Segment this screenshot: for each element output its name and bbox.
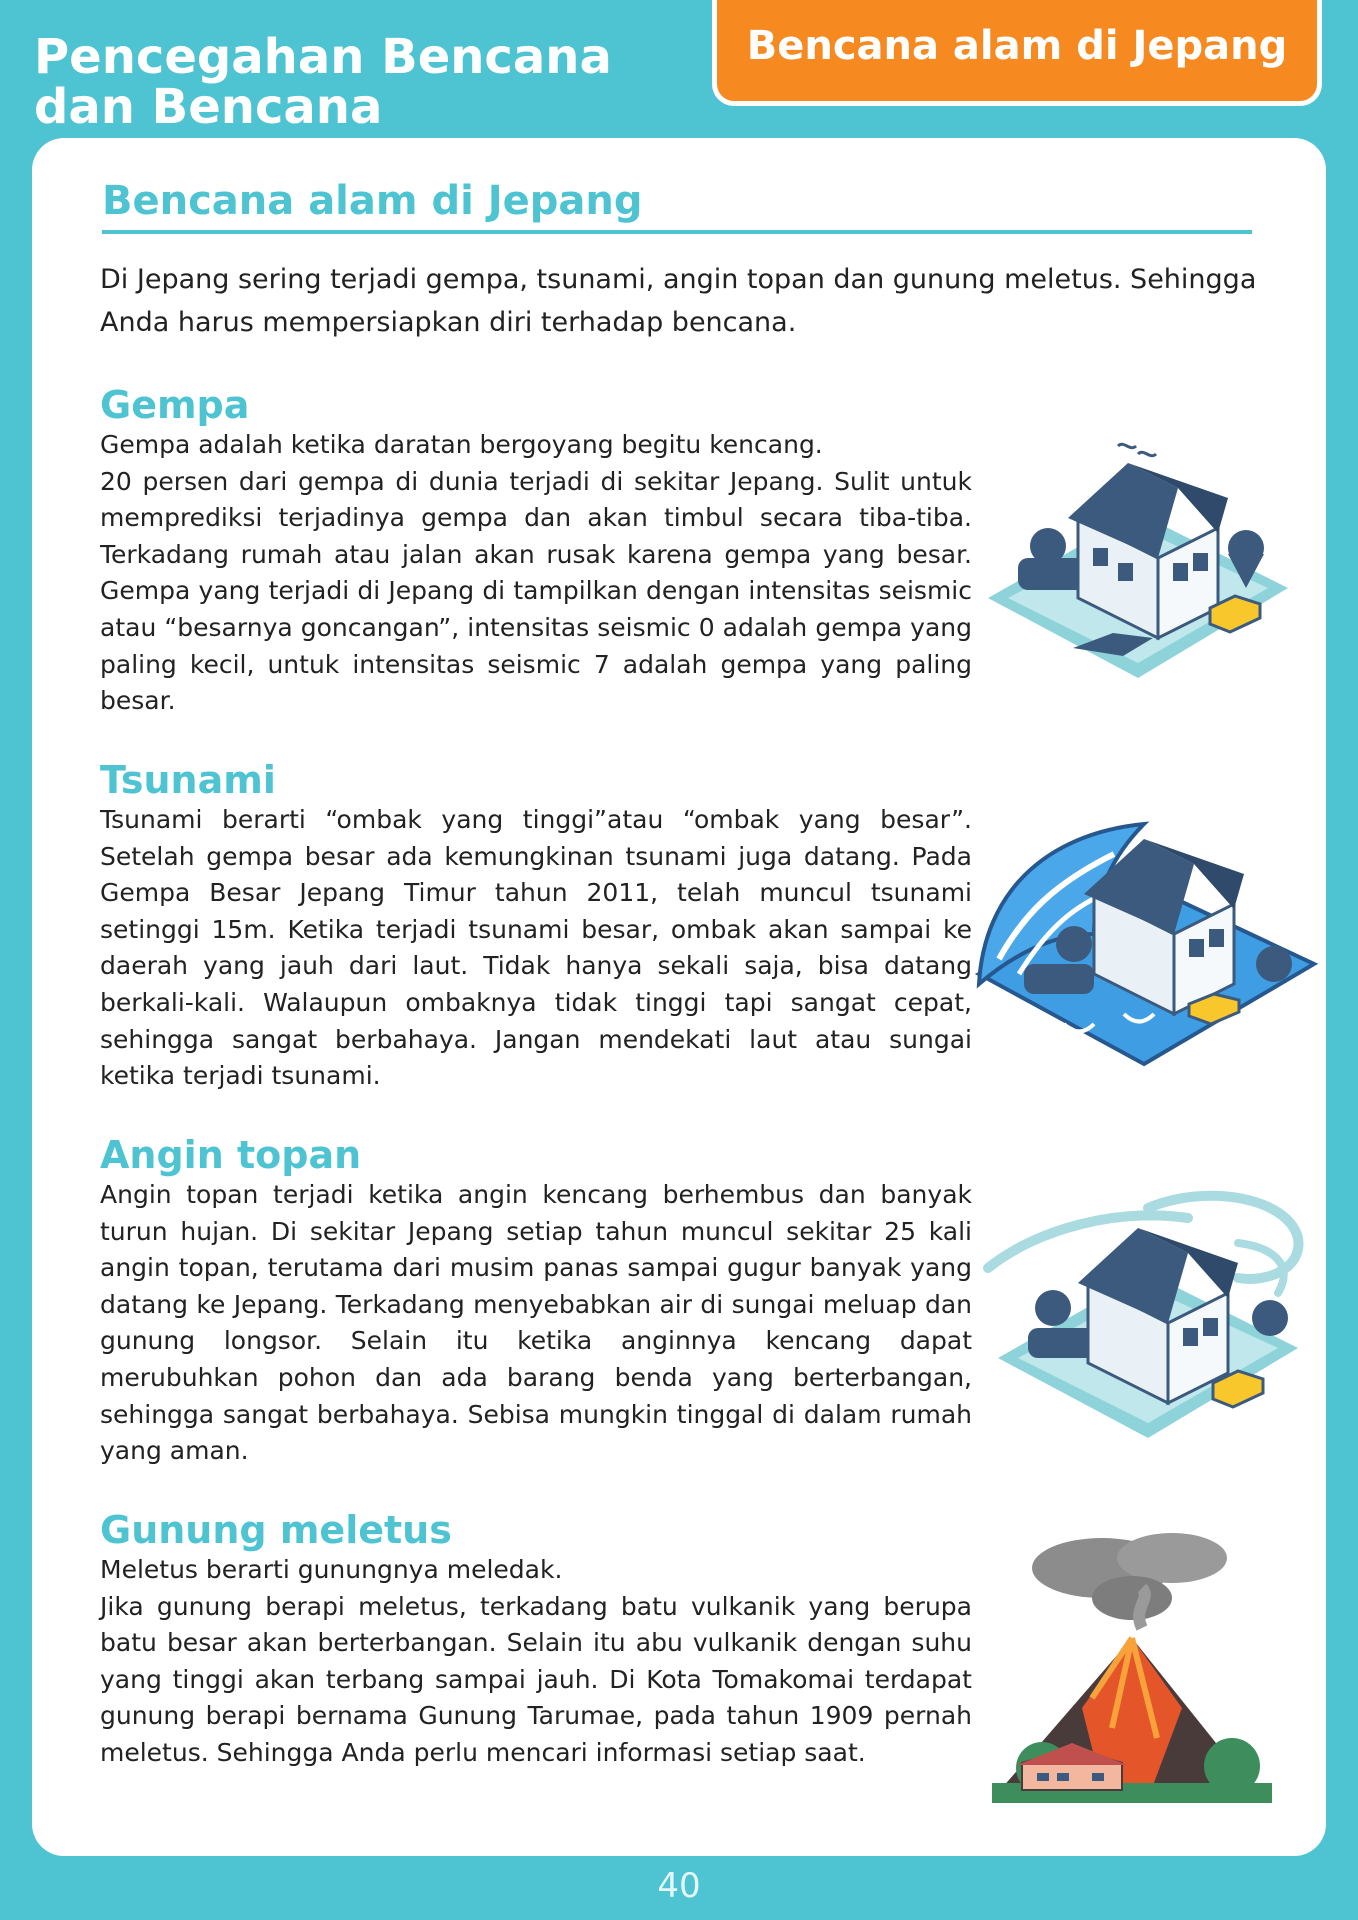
body-line: Angin topan terjadi ketika angin kencang berhembus dan banyak turun hujan. Di sekitar Jepang setiap tahun muncul sekitar 25 kali angin topan, terutama dari musim panas sampai gugur banyak yang datang ke Jepang. Terkadang menyebabkan air di sungai meluap dan gunung longsor. Selain itu ketika anginnya kencang dapat merubuhkan pohon dan ada barang benda yang berterbangan, sehingga sangat berbahaya. Sebisa mungkin tinggal di dalam rumah yang aman. xyxy=(100,1180,972,1466)
body-line: Jika gunung berapi meletus, terkadang batu vulkanik yang berupa batu besar akan berterbangan. Selain itu abu vulkanik dengan suhu yang tinggi akan terbang sampai jauh. Di Kota Tomakomai terdapat gunung berapi bernama Gunung Tarumae, pada tahun 1909 pernah meletus. Sehingga Anda perlu mencari informasi setiap saat. xyxy=(100,1591,972,1767)
section-title: Angin topan xyxy=(100,1133,362,1177)
volcano-icon xyxy=(982,1528,1282,1808)
section-title: Tsunami xyxy=(100,758,276,802)
section-body xyxy=(100,1177,972,1470)
header-title: Pencegahan Bencana dan Bencana xyxy=(34,29,612,135)
page-heading: Bencana alam di Jepang xyxy=(102,178,1252,234)
intro-text: Di Jepang sering terjadi gempa, tsunami, angin topan dan gunung meletus. Sehingga Anda harus mempersiapkan diri terhadap bencana. xyxy=(100,264,1257,338)
tsunami-house-icon xyxy=(974,814,1324,1074)
section-tab xyxy=(712,0,1322,106)
section-tab-label: Bencana alam di Jepang xyxy=(746,22,1288,69)
earthquake-house-icon xyxy=(978,438,1298,688)
section-body xyxy=(100,802,972,1095)
body-line: 20 persen dari gempa di dunia terjadi di sekitar Jepang. Sulit untuk memprediksi terjadinya gempa dan akan timbul secara tiba-tiba. Terkadang rumah atau jalan akan rusak karena gempa yang besar. Gempa yang terjadi di Jepang di tampilkan dengan intensitas seismic atau “besarnya goncangan”, intensitas seismic 0 adalah gempa yang paling kecil, untuk intensitas seismic 7 adalah gempa yang paling besar. xyxy=(100,466,972,716)
body-line: Gempa adalah ketika daratan bergoyang begitu kencang. xyxy=(100,430,823,459)
content-card xyxy=(32,138,1326,1856)
section-body xyxy=(100,1552,972,1772)
body-line: Meletus berarti gunungnya meledak. xyxy=(100,1555,563,1584)
section-body xyxy=(100,427,972,720)
section-title: Gunung meletus xyxy=(100,1508,452,1552)
section-title: Gempa xyxy=(100,383,250,427)
page-number: 40 xyxy=(657,1866,701,1906)
typhoon-house-icon xyxy=(978,1188,1308,1448)
body-line: Tsunami berarti “ombak yang tinggi”atau “ombak yang besar”. Setelah gempa besar ada kemungkinan tsunami juga datang. Pada Gempa Besar Jepang Timur tahun 2011, telah muncul tsunami setinggi 15m. Ketika terjadi tsunami besar, ombak akan sampai ke daerah yang jauh dari laut. Tidak hanya sekali saja, bisa datang berkali-kali. Walaupun ombaknya tidak tinggi tapi sangat cepat, sehingga sangat berbahaya. Jangan mendekati laut atau sungai ketika terjadi tsunami. xyxy=(100,805,972,1091)
